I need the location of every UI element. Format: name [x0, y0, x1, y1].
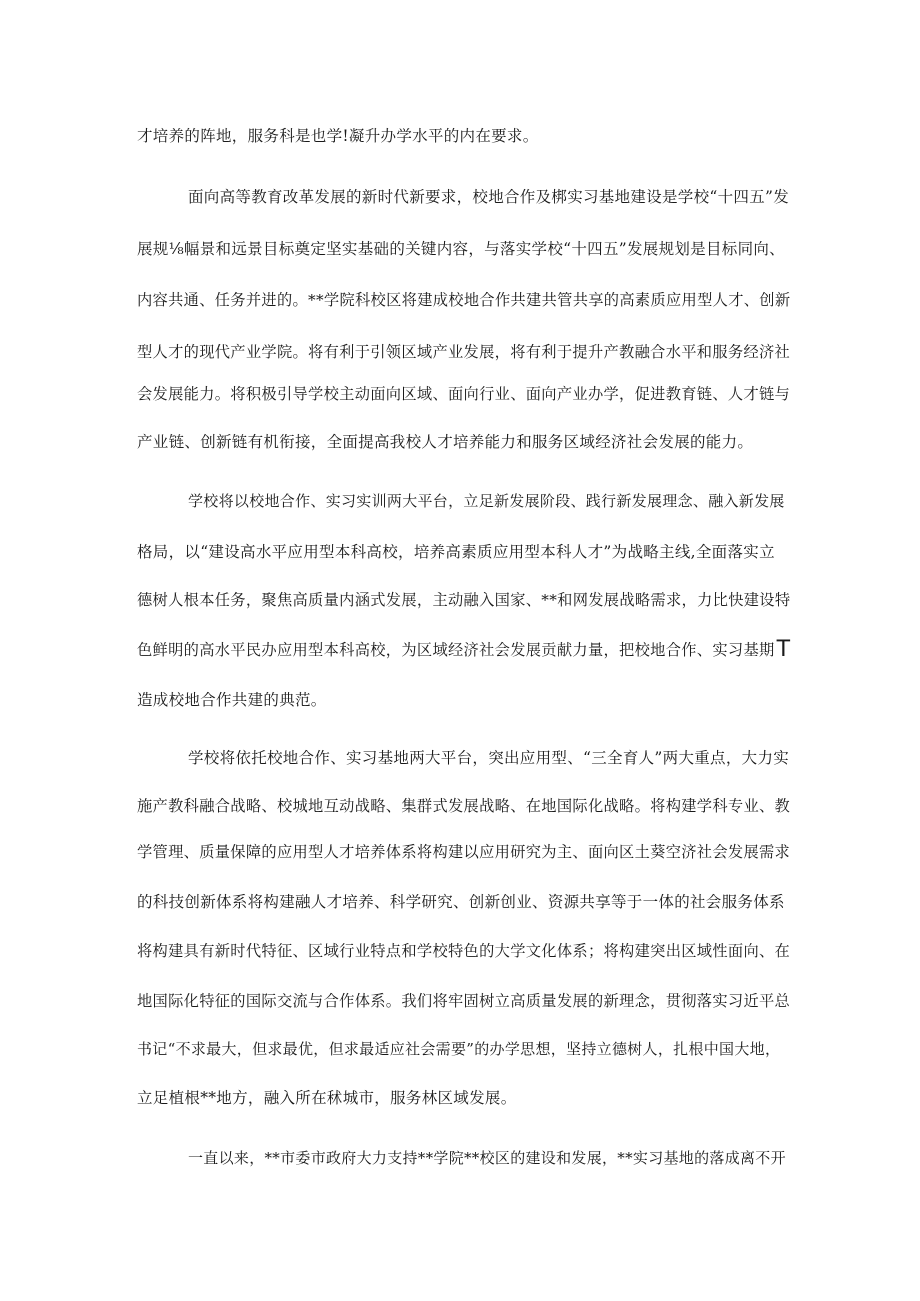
- paragraph-2-line-3: [137, 637, 791, 662]
- paragraph-3-line-5: 地国际化特征的国际交流与合作体系。我们将牢固树立高质量发展的新理念，贯彻落实习近平总: [137, 992, 791, 1010]
- paragraph-1-line-2: 内容共通、任务并进的。**学院科校区将建成校地合作共建共管共享的高素质应用型人才、创新: [137, 291, 791, 309]
- paragraph-3-line-2: 学管理、质量保障的应用型人才培养体系将构建以应用研究为主、面向区土葵空济社会发展需求: [137, 843, 791, 861]
- paragraph-3-line-6: 书记“不求最大，但求最优，但求最适应社会需要”的办学思想，坚持立德树人，扎根中国大地，: [137, 1040, 781, 1058]
- paragraph-0-line-0: 才培养的阵地，服务科是也学!凝升办学水平的内在要求。: [137, 127, 539, 145]
- paragraph-2-line-3-text: 色鲜明的高水平民办应用型本科高校，为区域经济社会发展贡献力量，把校地合作、实习基期: [137, 641, 775, 659]
- paragraph-3-line-7: 立足植根**地方，融入所在秫城市，服务林区域发展。: [137, 1089, 517, 1107]
- paragraph-1-line-4: 会发展能力。将积极引导学校主动面向区域、面向行业、面向产业办学，促进教育链、人才链与: [137, 385, 791, 403]
- paragraph-2-line-2: 德树人根本任务，聚焦高质量内涵式发展，主动融入国家、**和网发展战略需求，力比快建设特: [137, 591, 791, 609]
- paragraph-1-line-0: 面向高等教育改革发展的新时代新要求，校地合作及梆实习基地建设是学校“十四五”发: [188, 188, 790, 206]
- paragraph-1-line-1: 展规⅛幅景和远景目标奠定坚实基础的关键内容，与落实学校“十四五”发展规划是目标同向、: [137, 240, 785, 258]
- paragraph-3-line-3: 的科技创新体系将构建融人才培养、科学研究、创新创业、资源共享等于一体的社会服务体系: [137, 893, 785, 911]
- paragraph-3-line-1: 施产教科融合战略、校城地互动战略、集群式发展战略、在地国际化战略。将构建学科专业、教: [137, 797, 791, 815]
- paragraph-2-line-4: 造成校地合作共建的典范。: [137, 691, 327, 709]
- paragraph-4-line-0: 一直以来，**市委市政府大力支持**学院**校区的建设和发展，**实习基地的落成离不开: [188, 1149, 786, 1167]
- paragraph-3-line-0: 学校将依托校地合作、实习基地两大平台，突出应用型、“三全育人”两大重点，大力实: [188, 749, 790, 767]
- paragraph-1-line-5: 产业链、创新链有机衔接，全面提高我校人才培养能力和服务区域经济社会发展的能力。: [137, 433, 754, 451]
- paragraph-3-line-4: 将构建具有新时代特征、区域行业特点和学校特色的大学文化体系；将构建突出区域性面向、在: [137, 942, 791, 960]
- paragraph-2-line-1: 格局，以“建设高水平应用型本科高校，培养高素质应用型本科人才”为战略主线,全面落实立: [137, 543, 775, 561]
- paragraph-2-line-0: 学校将以校地合作、实习实训两大平台，立足新发展阶段、践行新发展理念、融入新发展: [188, 492, 785, 510]
- paragraph-1-line-3: 型人才的现代产业学院。将有利于引领区域产业发展，将有利于提升产教融合水平和服务经济社: [137, 343, 791, 361]
- stray-t-glyph: T: [776, 637, 791, 662]
